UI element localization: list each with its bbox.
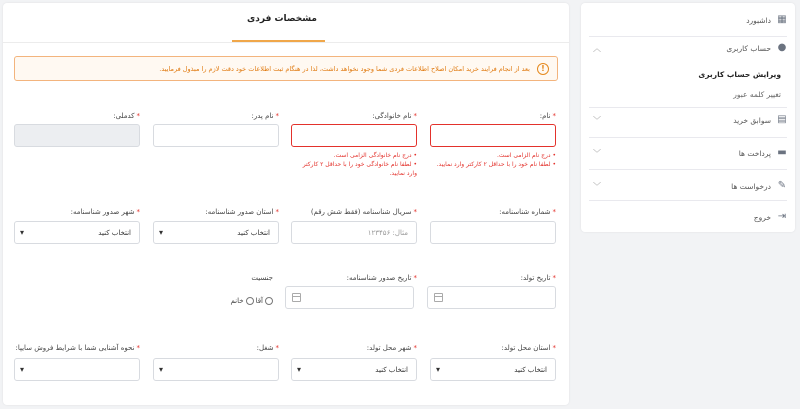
father-name-label: *نام پدر: [251, 112, 279, 120]
acquaintance-select[interactable] [14, 358, 140, 381]
divider [3, 42, 569, 43]
birth-date-label: *تاریخ تولد: [520, 274, 556, 282]
divider [589, 107, 787, 108]
first-name-error: • درج نام الزامی است. • لطفا نام خود را با حداقل ۲ کارکتر وارد نمایید. [436, 152, 556, 168]
job-label: *شغل: [256, 344, 279, 352]
issue-province-select[interactable]: انتخاب کنید ▾ [153, 221, 279, 244]
history-icon: ▤ [777, 114, 787, 125]
chevron-down-icon: ﹀ [593, 182, 601, 191]
payment-icon: ▬ [777, 147, 787, 158]
id-number-input[interactable] [430, 221, 556, 244]
chevron-down-icon: ﹀ [593, 149, 601, 158]
sidebar-item-requests[interactable]: ✎ درخواست ها ﹀ [593, 180, 787, 191]
sidebar [581, 3, 795, 232]
sidebar-item-payments[interactable]: ▬ پرداخت ها ﹀ [593, 147, 787, 158]
acquaintance-label: *نحوه آشنایی شما با شرایط فروش سایپا: [15, 344, 140, 352]
id-serial-input[interactable]: مثال: ۱۲۳۴۵۶ [291, 221, 417, 244]
birth-date-input[interactable] [427, 286, 556, 309]
divider [589, 200, 787, 201]
sidebar-item-logout[interactable]: ⇥ خروج [753, 211, 787, 222]
chevron-down-icon: ▾ [436, 365, 441, 374]
issue-city-select[interactable]: انتخاب کنید ▾ [14, 221, 140, 244]
chevron-down-icon: ▾ [20, 365, 25, 374]
last-name-input[interactable] [291, 124, 417, 147]
issue-city-label: *شهر صدور شناسنامه: [70, 208, 140, 216]
chevron-down-icon: ﹀ [593, 116, 601, 125]
alert-text: بعد از انجام فرایند خرید امکان اصلاح اطلاعات فردی شما وجود نخواهد داشت، لذا در هنگام ثبت اطلاعات خود دقت لازم را مبذول فرمایید. [159, 64, 530, 73]
dashboard-icon: ▦ [777, 14, 787, 25]
birth-province-label: *استان محل تولد: [501, 344, 556, 352]
issue-date-input[interactable] [285, 286, 414, 309]
gender-male-radio[interactable] [265, 297, 273, 305]
chevron-down-icon: ▾ [159, 228, 164, 237]
issue-date-label: *تاریخ صدور شناسنامه: [346, 274, 417, 282]
gender-female-radio[interactable] [246, 297, 254, 305]
job-select[interactable] [153, 358, 279, 381]
sidebar-item-purchase-history[interactable]: ▤ سوابق خرید ﹀ [593, 114, 787, 125]
divider [589, 137, 787, 138]
id-serial-label: *سریال شناسنامه (فقط شش رقم) [310, 208, 417, 216]
id-number-label: *شماره شناسنامه: [499, 208, 556, 216]
chevron-down-icon: ▾ [159, 365, 164, 374]
calendar-icon [292, 293, 301, 302]
birth-city-select[interactable]: انتخاب کنید ▾ [291, 358, 417, 381]
last-name-error: • درج نام خانوادگی الزامی است. • لطفا نام خانوادگی خود را با حداقل ۲ کارکتر وارد نمایید. [302, 152, 417, 177]
sidebar-subitem-change-password[interactable]: تغییر کلمه عبور [733, 90, 781, 99]
last-name-label: *نام خانوادگی: [372, 112, 417, 120]
national-code-label: *کدملی: [113, 112, 140, 120]
issue-province-label: *استان صدور شناسنامه: [205, 208, 279, 216]
tab-personal-info[interactable]: مشخصات فردی [246, 14, 317, 24]
divider [589, 169, 787, 170]
birth-province-select[interactable]: انتخاب کنید ▾ [430, 358, 556, 381]
father-name-input[interactable] [153, 124, 279, 147]
gender-options: آقا خانم [230, 297, 275, 305]
first-name-input[interactable] [430, 124, 556, 147]
sidebar-subitem-edit-account[interactable]: ویرایش حساب کاربری [698, 70, 781, 79]
gender-label: جنسیت [251, 274, 273, 282]
birth-city-label: *شهر محل تولد: [366, 344, 417, 352]
chevron-down-icon: ▾ [297, 365, 302, 374]
logout-icon: ⇥ [777, 211, 787, 222]
warning-alert [14, 56, 558, 81]
chevron-down-icon: ▾ [20, 228, 25, 237]
national-code-input [14, 124, 140, 147]
user-icon: ● [777, 42, 787, 53]
requests-icon: ✎ [777, 180, 787, 191]
first-name-label: *نام: [539, 112, 556, 120]
chevron-up-icon: ︿ [593, 44, 601, 53]
sidebar-item-dashboard[interactable]: ▦ داشبورد [746, 14, 787, 25]
calendar-icon [434, 293, 443, 302]
main-panel [3, 3, 569, 405]
info-icon: ! [537, 63, 549, 75]
sidebar-item-account[interactable]: ● حساب کاربری ︿ [593, 42, 787, 53]
